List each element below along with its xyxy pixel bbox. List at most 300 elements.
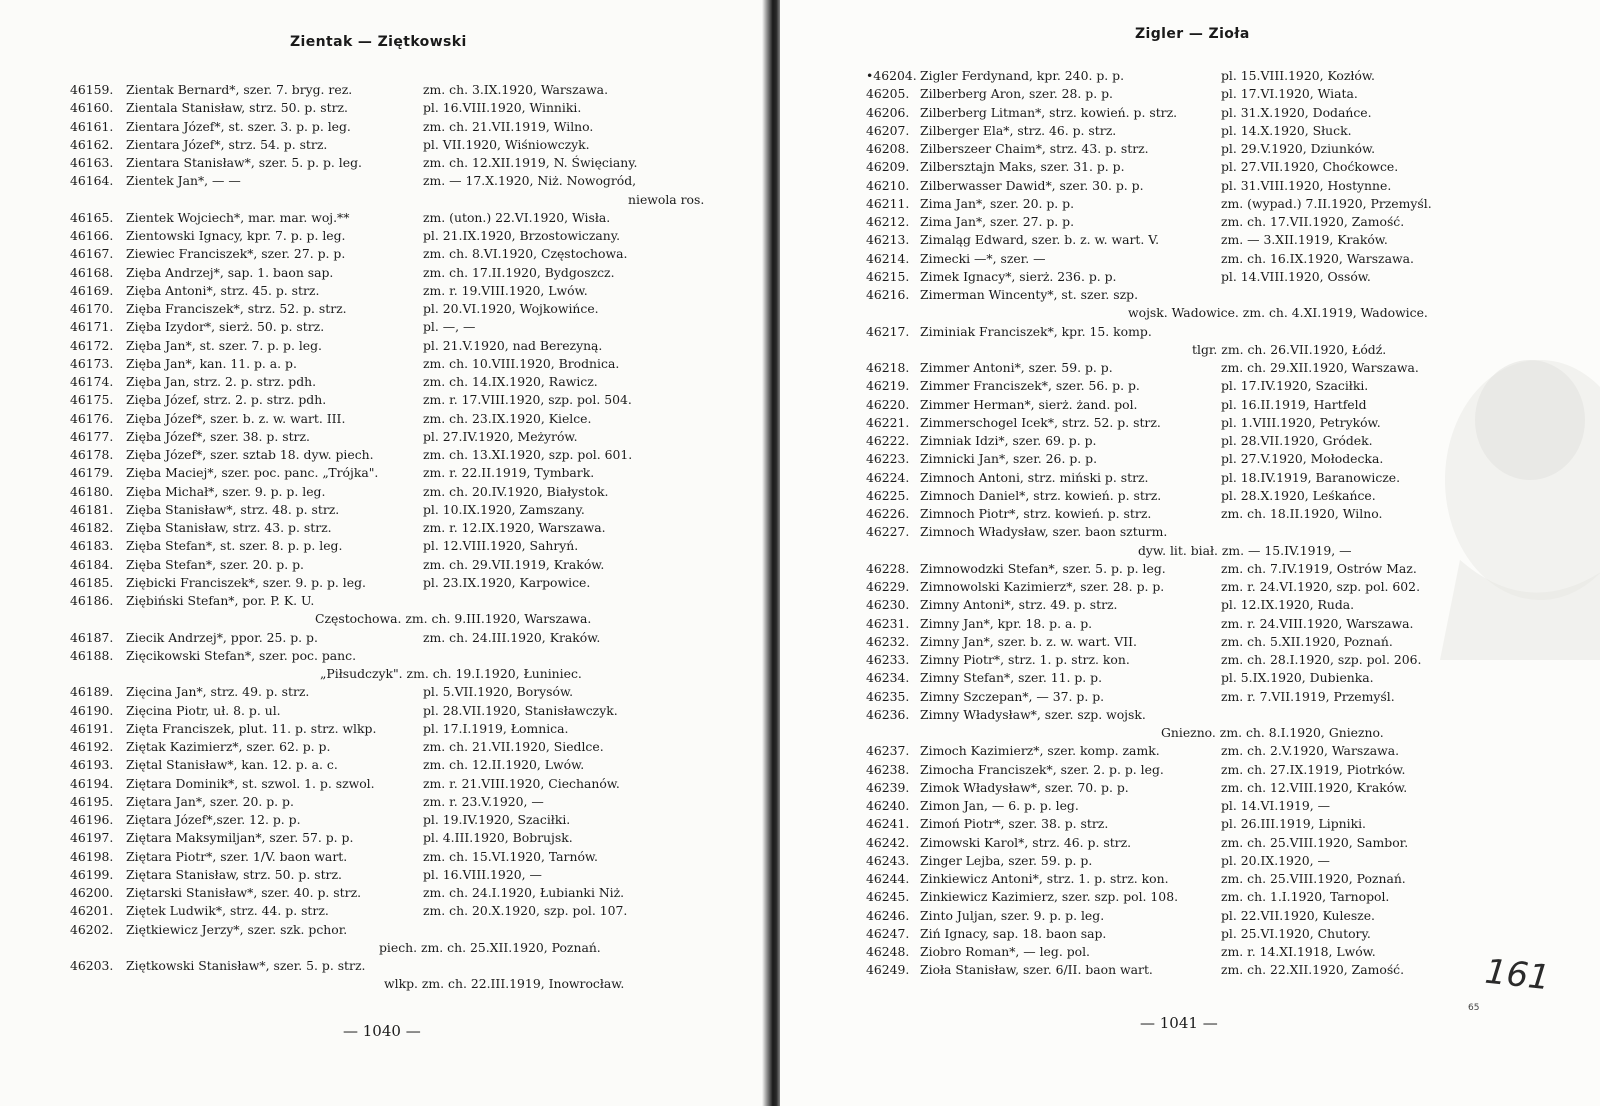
entry-name: Zimny Piotr*, strz. 1. p. strz. kon. xyxy=(920,652,1130,667)
entry-name: Zimniak Idzi*, szer. 69. p. p. xyxy=(920,433,1097,448)
entry-row xyxy=(866,505,1566,523)
left-page-number: — 1040 — xyxy=(343,1022,421,1040)
entry-row xyxy=(866,870,1566,888)
entry-name: Zięba Jan, strz. 2. p. strz. pdh. xyxy=(126,374,317,389)
entry-number: 46159. xyxy=(70,82,114,97)
entry-number: 46183. xyxy=(70,538,114,554)
entry-row xyxy=(70,227,760,245)
entry-row xyxy=(70,318,760,336)
entry-detail: zm. ch. 1.I.1920, Tarnopol. xyxy=(1221,889,1390,905)
entry-name: Ziętkowski Stanisław*, szer. 5. p. strz. xyxy=(126,958,366,973)
entry-detail: pl. 12.IX.1920, Ruda. xyxy=(1221,597,1355,613)
entry-number: •46204. xyxy=(866,68,917,83)
entry-row xyxy=(70,556,760,574)
entry-number: 46165. xyxy=(70,209,114,225)
entry-number: 46243. xyxy=(866,852,910,868)
entry-continuation-line xyxy=(70,939,760,957)
entry-detail: pl. 12.VIII.1920, Sahryń. xyxy=(423,538,579,554)
entry-detail: Gniezno. zm. ch. 8.I.1920, Gniezno. xyxy=(1161,725,1384,740)
entry-detail: zm. r. 7.VII.1919, Przemyśl. xyxy=(1221,688,1395,704)
entry-name: Ziętara Maksymiljan*, szer. 57. p. p. xyxy=(126,830,354,846)
entry-row xyxy=(866,615,1566,633)
entry-detail: zm. ch. 20.IV.1920, Białystok. xyxy=(423,483,609,499)
entry-number: 46161. xyxy=(70,118,114,134)
entry-number: 46238. xyxy=(866,761,910,777)
entry-detail: zm. ch. 5.XII.1920, Poznań. xyxy=(1221,633,1393,649)
entry-number: 46220. xyxy=(866,396,910,412)
entry-name: Zientek Jan*, — — xyxy=(126,173,241,189)
entry-detail: zm. ch. 17.VII.1920, Zamość. xyxy=(1221,214,1405,229)
entry-number: 46218. xyxy=(866,360,910,375)
entry-row xyxy=(866,815,1566,833)
entry-detail: pl. 5.IX.1920, Dubienka. xyxy=(1221,670,1374,686)
entry-row xyxy=(866,560,1566,578)
entry-detail: wojsk. Wadowice. zm. ch. 4.XI.1919, Wadowice. xyxy=(1128,305,1428,321)
entry-number: 46173. xyxy=(70,355,114,371)
entry-name: Zięba Stefan*, st. szer. 8. p. p. leg. xyxy=(126,538,343,554)
entry-number: 46217. xyxy=(866,323,910,339)
entry-name: Ziętak Kazimierz*, szer. 62. p. p. xyxy=(126,739,331,754)
entry-number: 46193. xyxy=(70,757,114,773)
entry-number: 46231. xyxy=(866,615,910,631)
entry-detail: pl. 21.V.1920, nad Berezyną. xyxy=(423,337,603,353)
entry-name: Zimecki —*, szer. — xyxy=(920,250,1046,266)
entry-detail: pl. 27.VII.1920, Choćkowce. xyxy=(1221,159,1399,175)
entry-detail: wlkp. zm. ch. 22.III.1919, Inowrocław. xyxy=(384,976,625,992)
entry-row xyxy=(866,742,1566,760)
entry-row xyxy=(866,195,1566,213)
entry-detail: zm. r. 14.XI.1918, Lwów. xyxy=(1221,944,1376,959)
corner-mark: 65 xyxy=(1468,1003,1480,1013)
entry-detail: pl. 26.III.1919, Lipniki. xyxy=(1221,816,1366,832)
entry-row xyxy=(70,738,760,756)
entry-detail: pl. 23.IX.1920, Karpowice. xyxy=(423,574,591,590)
left-page xyxy=(0,0,768,1106)
entry-detail: zm. ch. 29.VII.1919, Kraków. xyxy=(423,556,605,572)
right-page-number: — 1041 — xyxy=(1140,1014,1218,1032)
entry-number: 46249. xyxy=(866,962,910,978)
entry-continuation-line xyxy=(866,542,1566,560)
entry-row xyxy=(70,683,760,701)
entry-detail: pl. 28.VII.1920, Stanisławczyk. xyxy=(423,702,618,718)
entry-row xyxy=(70,410,760,428)
entry-detail: pl. 4.III.1920, Bobrujsk. xyxy=(423,830,573,846)
entry-name: Zięba Józef*, szer. b. z. w. wart. III. xyxy=(126,410,346,426)
entry-number: 46213. xyxy=(866,232,910,248)
entry-detail: pl. 15.VIII.1920, Kozłów. xyxy=(1221,68,1375,83)
entry-row xyxy=(866,450,1566,468)
entry-detail: pl. 17.VI.1920, Wiata. xyxy=(1221,86,1358,102)
entry-number: 46202. xyxy=(70,921,114,937)
entry-number: 46237. xyxy=(866,743,910,759)
entry-name: Zientowski Ignacy, kpr. 7. p. p. leg. xyxy=(126,228,346,243)
entry-number: 46209. xyxy=(866,159,910,175)
entry-row xyxy=(70,428,760,446)
entry-row xyxy=(70,446,760,464)
entry-number: 46175. xyxy=(70,392,114,408)
entry-name: Zięba Jan*, st. szer. 7. p. p. leg. xyxy=(126,337,322,353)
entry-name: Zientara Józef*, strz. 54. p. strz. xyxy=(126,136,328,152)
entry-number: 46219. xyxy=(866,378,910,394)
entry-number: 46246. xyxy=(866,907,910,923)
entry-number: 46187. xyxy=(70,629,114,645)
entry-name: Zięba Izydor*, sierż. 50. p. strz. xyxy=(126,319,325,335)
entry-detail: pl. 16.VIII.1920, — xyxy=(423,866,542,882)
entry-detail: dyw. lit. biał. zm. — 15.IV.1919, — xyxy=(1138,542,1352,558)
entry-row xyxy=(866,432,1566,450)
entry-detail: zm. ch. 12.XII.1919, N. Święciany. xyxy=(423,155,638,170)
entry-row xyxy=(866,852,1566,870)
entry-row xyxy=(70,300,760,318)
entry-number: 46225. xyxy=(866,487,910,503)
entry-row xyxy=(866,596,1566,614)
entry-row xyxy=(70,172,760,190)
entry-continuation-line xyxy=(866,304,1566,322)
entry-name: Zimnoch Władysław, szer. baon szturm. xyxy=(920,524,1168,540)
entry-row xyxy=(866,797,1566,815)
left-page-header: Zientak — Ziętkowski xyxy=(290,34,467,50)
entry-name: Ziętkiewicz Jerzy*, szer. szk. pchor. xyxy=(126,921,348,937)
entry-continuation-line xyxy=(866,724,1566,742)
entry-detail: pl. 16.II.1919, Hartfeld xyxy=(1221,396,1367,412)
entry-number: 46170. xyxy=(70,301,114,316)
entry-row xyxy=(866,122,1566,140)
entry-name: Zinger Lejba, szer. 59. p. p. xyxy=(920,852,1093,868)
entry-detail: zm. r. 21.VIII.1920, Ciechanów. xyxy=(423,775,620,791)
entry-detail: „Piłsudczyk". zm. ch. 19.I.1920, Łuniniec. xyxy=(320,666,582,681)
entry-name: Zilberszeer Chaim*, strz. 43. p. strz. xyxy=(920,141,1149,156)
entry-row xyxy=(70,373,760,391)
entry-number: 46188. xyxy=(70,647,114,663)
entry-row xyxy=(866,213,1566,231)
entry-detail: piech. zm. ch. 25.XII.1920, Poznań. xyxy=(379,939,601,955)
entry-detail: pl. 28.X.1920, Leśkańce. xyxy=(1221,487,1376,503)
entry-row xyxy=(866,487,1566,505)
entry-row xyxy=(70,81,760,99)
entry-row xyxy=(70,264,760,282)
entry-detail: pl. 25.VI.1920, Chutory. xyxy=(1221,925,1371,941)
entry-detail: pl. —, — xyxy=(423,319,476,335)
entry-row xyxy=(866,268,1566,286)
entry-row xyxy=(70,209,760,227)
entry-detail: pl. 27.IV.1920, Meżyrów. xyxy=(423,428,578,444)
entry-row xyxy=(70,99,760,117)
right-page xyxy=(780,0,1600,1106)
entry-row xyxy=(866,925,1566,943)
entry-name: Zimerman Wincenty*, st. szer. szp. xyxy=(920,287,1139,302)
entry-number: 46248. xyxy=(866,944,910,959)
entry-name: Zientek Wojciech*, mar. mar. woj.** xyxy=(126,209,350,225)
entry-name: Zimoń Piotr*, szer. 38. p. strz. xyxy=(920,816,1109,832)
entry-detail: zm. — 17.X.1920, Niż. Nowogród, xyxy=(423,173,637,189)
entry-detail: zm. ch. 20.X.1920, szp. pol. 107. xyxy=(423,903,628,919)
entry-name: Zimon Jan, — 6. p. p. leg. xyxy=(920,798,1079,813)
entry-row xyxy=(70,829,760,847)
entry-detail: zm. ch. 16.IX.1920, Warszawa. xyxy=(1221,250,1414,266)
entry-row xyxy=(866,578,1566,596)
entry-number: 46242. xyxy=(866,834,910,850)
entry-detail: pl. 19.IV.1920, Szaciłki. xyxy=(423,812,571,827)
entry-name: Zinto Juljan, szer. 9. p. p. leg. xyxy=(920,907,1105,923)
right-entries-list xyxy=(866,67,1566,980)
entry-name: Zientala Stanisław, strz. 50. p. strz. xyxy=(126,100,348,116)
entry-number: 46205. xyxy=(866,86,910,102)
entry-number: 46208. xyxy=(866,141,910,156)
entry-number: 46182. xyxy=(70,520,114,535)
entry-detail: zm. r. 23.V.1920, — xyxy=(423,793,544,809)
entry-number: 46189. xyxy=(70,684,114,700)
entry-row xyxy=(866,158,1566,176)
entry-number: 46245. xyxy=(866,889,910,905)
entry-detail: zm. ch. 18.II.1920, Wilno. xyxy=(1221,506,1383,521)
entry-name: Ziętarski Stanisław*, szer. 40. p. strz. xyxy=(126,885,362,900)
entry-name: Ziębiński Stefan*, por. P. K. U. xyxy=(126,593,315,608)
entry-row xyxy=(70,902,760,920)
entry-detail: pl. 18.IV.1919, Baranowicze. xyxy=(1221,469,1401,485)
entry-number: 46169. xyxy=(70,282,114,298)
entry-row xyxy=(70,848,760,866)
entry-continuation-line xyxy=(70,975,760,993)
entry-number: 46198. xyxy=(70,848,114,864)
entry-detail: zm. ch. 10.VIII.1920, Brodnica. xyxy=(423,355,620,371)
entry-detail: zm. r. 17.VIII.1920, szp. pol. 504. xyxy=(423,392,632,408)
entry-detail: zm. ch. 21.VII.1919, Wilno. xyxy=(423,118,594,134)
entry-row xyxy=(70,136,760,154)
entry-name: Zimnowodzki Stefan*, szer. 5. p. p. leg. xyxy=(920,560,1166,576)
entry-row xyxy=(866,523,1566,541)
entry-name: Zimowski Karol*, strz. 46. p. strz. xyxy=(920,834,1132,850)
entry-name: Zientara Józef*, st. szer. 3. p. p. leg. xyxy=(126,118,351,134)
entry-row xyxy=(70,245,760,263)
entry-detail: zm. ch. 7.IV.1919, Ostrów Maz. xyxy=(1221,560,1417,576)
entry-number: 46211. xyxy=(866,195,910,211)
entry-row xyxy=(866,359,1566,377)
entry-detail: pl. 21.IX.1920, Brzostowiczany. xyxy=(423,228,621,243)
entry-name: Zioła Stanisław, szer. 6/II. baon wart. xyxy=(920,962,1153,978)
entry-name: Zimmer Herman*, sierż. żand. pol. xyxy=(920,396,1138,412)
entry-number: 46207. xyxy=(866,122,910,138)
entry-detail: zm. r. 19.VIII.1920, Lwów. xyxy=(423,282,588,298)
entry-detail: zm. ch. 15.VI.1920, Tarnów. xyxy=(423,848,598,864)
entry-name: Zima Jan*, szer. 20. p. p. xyxy=(920,195,1075,211)
entry-name: Ziętara Piotr*, szer. 1/V. baon wart. xyxy=(126,848,348,864)
entry-name: Zimek Ignacy*, sierż. 236. p. p. xyxy=(920,268,1117,284)
entry-detail: zm. (uton.) 22.VI.1920, Wisła. xyxy=(423,209,611,225)
entry-name: Zięba Józef, strz. 2. p. strz. pdh. xyxy=(126,392,327,408)
entry-name: Zilberwasser Dawid*, szer. 30. p. p. xyxy=(920,177,1144,193)
entry-row xyxy=(866,669,1566,687)
entry-detail: pl. 14.VI.1919, — xyxy=(1221,798,1331,813)
entry-row xyxy=(70,337,760,355)
entry-name: Zimny Antoni*, strz. 49. p. strz. xyxy=(920,597,1118,613)
entry-number: 46212. xyxy=(866,214,910,229)
entry-row xyxy=(70,501,760,519)
entry-detail: zm. (wypad.) 7.II.1920, Przemyśl. xyxy=(1221,195,1432,211)
entry-number: 46224. xyxy=(866,469,910,485)
entry-number: 46186. xyxy=(70,593,114,608)
entry-detail: niewola ros. xyxy=(628,191,705,207)
entry-number: 46201. xyxy=(70,903,114,919)
entry-name: Zimnoch Daniel*, strz. kowień. p. strz. xyxy=(920,487,1162,503)
entry-name: Zientara Stanisław*, szer. 5. p. p. leg. xyxy=(126,155,362,170)
entry-name: Zimny Władysław*, szer. szp. wojsk. xyxy=(920,706,1146,722)
entry-name: Zięcina Jan*, strz. 49. p. strz. xyxy=(126,684,310,700)
entry-number: 46229. xyxy=(866,579,910,594)
entry-continuation-line xyxy=(70,665,760,683)
entry-detail: zm. ch. 28.I.1920, szp. pol. 206. xyxy=(1221,652,1422,667)
entry-name: Zinkiewicz Kazimierz, szer. szp. pol. 108. xyxy=(920,889,1179,905)
entry-row xyxy=(70,793,760,811)
entry-number: 46176. xyxy=(70,410,114,426)
entry-row xyxy=(866,688,1566,706)
entry-row xyxy=(866,706,1566,724)
entry-row xyxy=(866,651,1566,669)
entry-name: Zigler Ferdynand, kpr. 240. p. p. xyxy=(920,68,1125,83)
entry-name: Zimny Szczepan*, — 37. p. p. xyxy=(920,688,1105,704)
entry-detail: zm. r. 22.II.1919, Tymbark. xyxy=(423,465,595,481)
entry-detail: pl. 5.VII.1920, Borysów. xyxy=(423,684,574,700)
entry-number: 46191. xyxy=(70,720,114,736)
entry-name: Zięba Józef*, szer. 38. p. strz. xyxy=(126,428,310,444)
entry-name: Zimok Władysław*, szer. 70. p. p. xyxy=(920,779,1129,795)
entry-row xyxy=(70,756,760,774)
entry-number: 46172. xyxy=(70,337,114,353)
entry-row xyxy=(866,907,1566,925)
entry-row xyxy=(866,250,1566,268)
entry-number: 46234. xyxy=(866,670,910,686)
entry-row xyxy=(70,154,760,172)
entry-detail: pl. 14.VIII.1920, Ossów. xyxy=(1221,268,1371,284)
entry-detail: pl. 14.X.1920, Słuck. xyxy=(1221,122,1352,138)
entry-name: Ziętara Dominik*, st. szwol. 1. p. szwol. xyxy=(126,775,375,791)
entry-name: Zięba Stefan*, szer. 20. p. p. xyxy=(126,556,304,572)
entry-row xyxy=(866,396,1566,414)
entry-row xyxy=(866,104,1566,122)
entry-detail: Częstochowa. zm. ch. 9.III.1920, Warszawa. xyxy=(315,611,592,627)
entry-number: 46236. xyxy=(866,706,910,722)
entry-name: Zimny Jan*, kpr. 18. p. a. p. xyxy=(920,615,1093,631)
entry-number: 46168. xyxy=(70,264,114,280)
entry-name: Zięba Stanisław, strz. 43. p. strz. xyxy=(126,520,332,535)
entry-row xyxy=(866,761,1566,779)
entry-detail: zm. ch. 14.IX.1920, Rawicz. xyxy=(423,374,598,389)
entry-detail: zm. ch. 12.VIII.1920, Kraków. xyxy=(1221,779,1408,795)
right-page-header: Zigler — Zioła xyxy=(1135,26,1250,42)
entry-name: Ziecik Andrzej*, ppor. 25. p. p. xyxy=(126,629,318,645)
entry-number: 46171. xyxy=(70,319,114,335)
entry-number: 46163. xyxy=(70,155,114,170)
entry-number: 46232. xyxy=(866,633,910,649)
entry-detail: pl. 29.V.1920, Dziunków. xyxy=(1221,141,1376,156)
entry-row xyxy=(866,779,1566,797)
entry-number: 46226. xyxy=(866,506,910,521)
entry-number: 46167. xyxy=(70,246,114,262)
entry-row xyxy=(70,720,760,738)
entry-number: 46179. xyxy=(70,465,114,481)
entry-row xyxy=(866,85,1566,103)
entry-detail: zm. r. 12.IX.1920, Warszawa. xyxy=(423,520,606,535)
entry-row xyxy=(866,414,1566,432)
entry-detail: pl. 20.IX.1920, — xyxy=(1221,852,1330,868)
entry-name: Zimmerschogel Icek*, strz. 52. p. strz. xyxy=(920,414,1161,430)
entry-name: Zięba Michał*, szer. 9. p. p. leg. xyxy=(126,483,326,499)
entry-detail: zm. ch. 13.XI.1920, szp. pol. 601. xyxy=(423,447,633,462)
entry-row xyxy=(70,702,760,720)
entry-row xyxy=(70,775,760,793)
entry-name: Zimnoch Piotr*, strz. kowień. p. strz. xyxy=(920,506,1152,521)
entry-number: 46240. xyxy=(866,798,910,813)
entry-row xyxy=(70,884,760,902)
entry-row xyxy=(70,592,760,610)
entry-number: 46177. xyxy=(70,428,114,444)
entry-number: 46210. xyxy=(866,177,910,193)
entry-row xyxy=(70,483,760,501)
entry-row xyxy=(866,377,1566,395)
entry-detail: zm. ch. 24.I.1920, Łubianki Niż. xyxy=(423,885,625,900)
entry-number: 46216. xyxy=(866,287,910,302)
entry-detail: pl. 16.VIII.1920, Winniki. xyxy=(423,100,582,116)
entry-name: Zientak Bernard*, szer. 7. bryg. rez. xyxy=(126,82,353,97)
entry-detail: zm. ch. 25.VIII.1920, Poznań. xyxy=(1221,871,1406,886)
entry-row xyxy=(866,140,1566,158)
entry-name: Zięba Józef*, szer. sztab 18. dyw. piech. xyxy=(126,447,374,462)
entry-name: Ziętara Jan*, szer. 20. p. p. xyxy=(126,793,294,809)
entry-number: 46194. xyxy=(70,775,114,791)
entry-number: 46185. xyxy=(70,574,114,590)
entry-name: Ziobro Roman*, — leg. pol. xyxy=(920,944,1090,959)
entry-row xyxy=(866,834,1566,852)
entry-row xyxy=(866,67,1566,85)
entry-detail: pl. 1.VIII.1920, Petryków. xyxy=(1221,414,1381,430)
entry-number: 46233. xyxy=(866,652,910,667)
entry-detail: pl. 31.X.1920, Dodańce. xyxy=(1221,104,1372,120)
entry-number: 46174. xyxy=(70,374,114,389)
entry-row xyxy=(70,574,760,592)
entry-name: Ziminiak Franciszek*, kpr. 15. komp. xyxy=(920,323,1152,339)
entry-number: 46195. xyxy=(70,793,114,809)
entry-number: 46221. xyxy=(866,414,910,430)
entry-detail: pl. 31.VIII.1920, Hostynne. xyxy=(1221,177,1392,193)
entry-name: Zimmer Franciszek*, szer. 56. p. p. xyxy=(920,378,1140,394)
entry-row xyxy=(70,629,760,647)
entry-number: 46180. xyxy=(70,483,114,499)
entry-continuation-line xyxy=(70,610,760,628)
entry-number: 46162. xyxy=(70,136,114,152)
entry-name: Ziewiec Franciszek*, szer. 27. p. p. xyxy=(126,246,346,262)
entry-name: Zilberberg Aron, szer. 28. p. p. xyxy=(920,86,1113,102)
entry-name: Zimny Stefan*, szer. 11. p. p. xyxy=(920,670,1103,686)
entry-name: Ziń Ignacy, sap. 18. baon sap. xyxy=(920,925,1107,941)
entry-number: 46160. xyxy=(70,100,114,116)
entry-name: Zięba Jan*, kan. 11. p. a. p. xyxy=(126,355,297,371)
entry-number: 46178. xyxy=(70,447,114,462)
entry-number: 46197. xyxy=(70,830,114,846)
entry-row xyxy=(866,286,1566,304)
entry-name: Zima Jan*, szer. 27. p. p. xyxy=(920,214,1075,229)
entry-detail: zm. ch. 29.XII.1920, Warszawa. xyxy=(1221,360,1419,375)
entry-number: 46230. xyxy=(866,597,910,613)
entry-number: 46235. xyxy=(866,688,910,704)
entry-detail: zm. ch. 17.II.1920, Bydgoszcz. xyxy=(423,264,615,280)
entry-row xyxy=(866,888,1566,906)
entry-row xyxy=(866,323,1566,341)
entry-number: 46164. xyxy=(70,173,114,189)
entry-number: 46184. xyxy=(70,556,114,572)
entry-number: 46227. xyxy=(866,524,910,540)
entry-detail: pl. 10.IX.1920, Zamszany. xyxy=(423,501,585,517)
entry-number: 46244. xyxy=(866,871,910,886)
entry-row xyxy=(70,519,760,537)
